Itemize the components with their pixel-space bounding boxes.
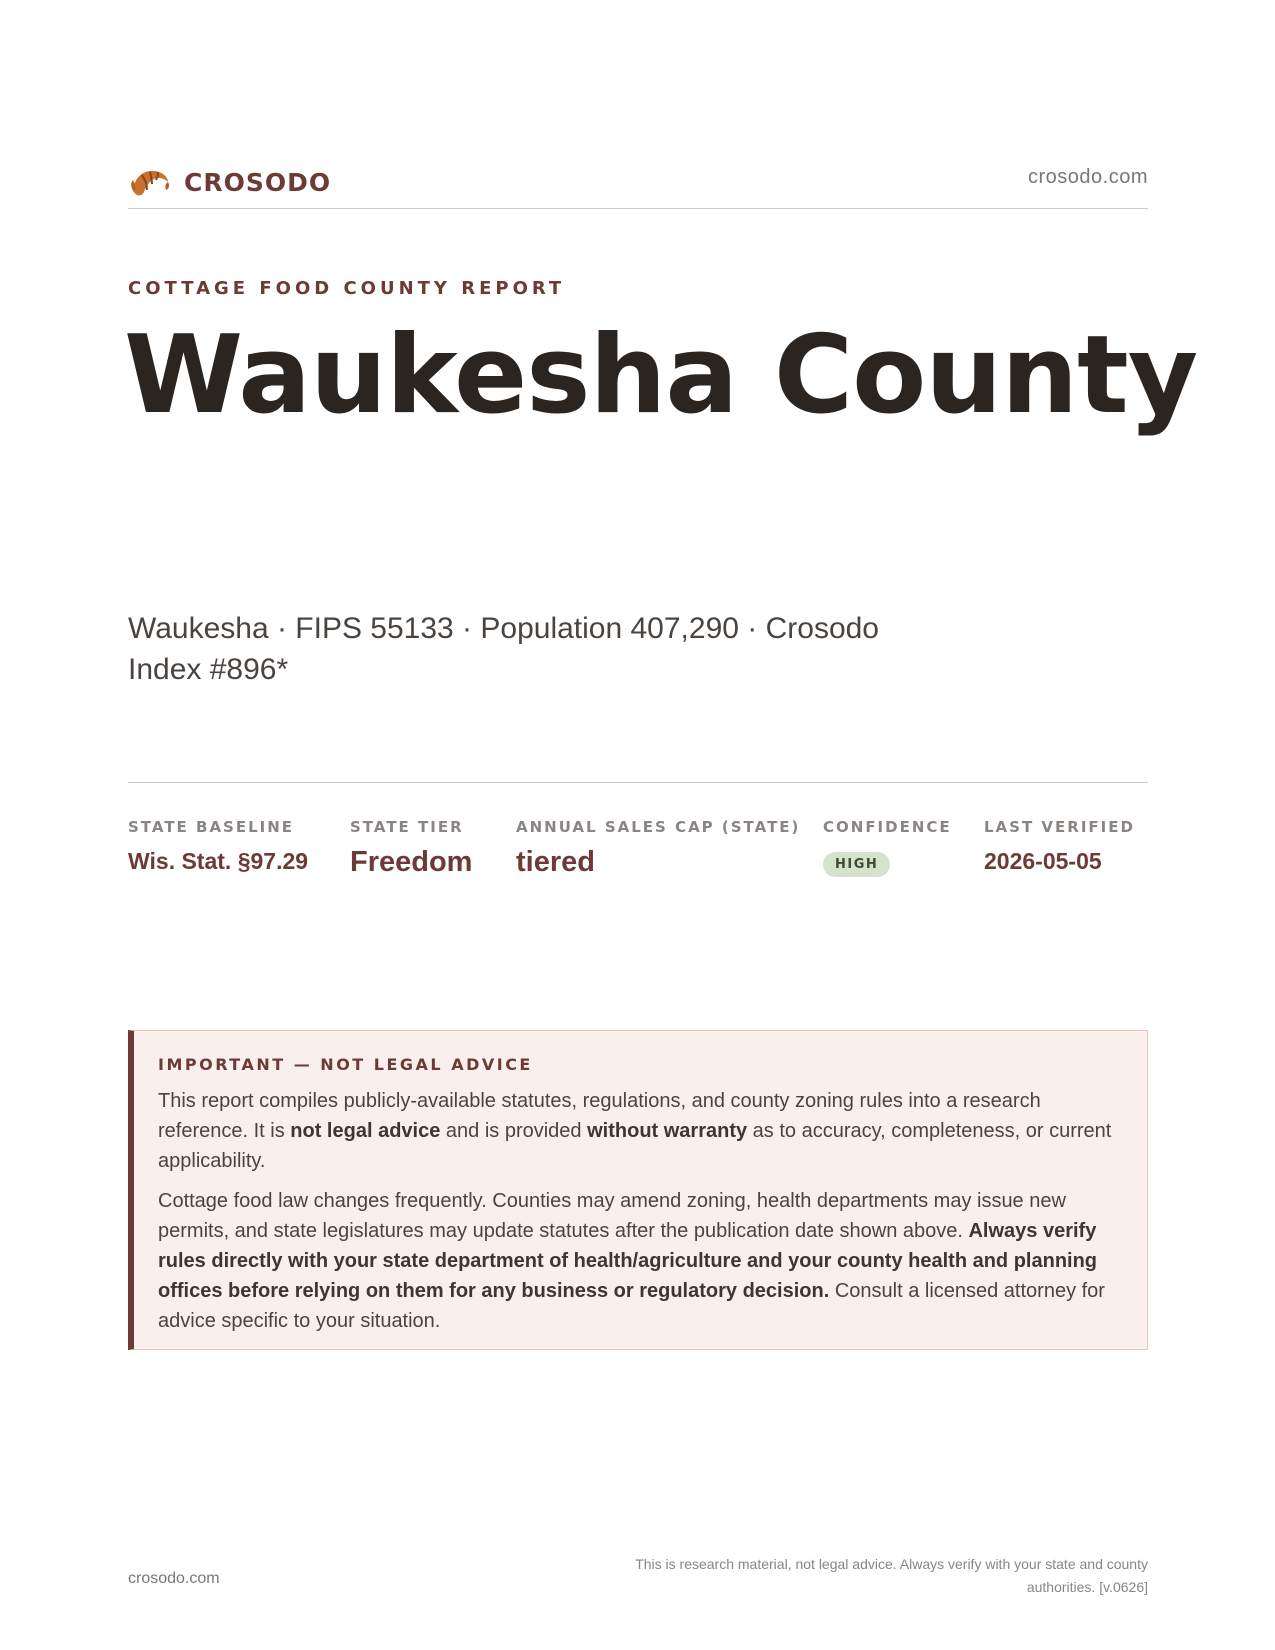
- text-span: This report compiles publicly-available statutes, regulations, and county zoning rules into a research reference. It is: [158, 1090, 1041, 1142]
- emphasis: not legal advice: [290, 1120, 441, 1142]
- text-span: Cottage food law changes frequently. Counties may amend zoning, health departments may issue new permits, and state legislatures may update statutes after the publication date shown above.: [158, 1190, 1066, 1242]
- footer-disclaimer: This is research material, not legal advice. Always verify with your state and county authorities. [v.0626]: [635, 1556, 1148, 1595]
- stat-confidence: [823, 818, 952, 877]
- stat-state-tier: [350, 818, 472, 879]
- stat-annual-sales-cap: [516, 818, 800, 879]
- page-title: Waukesha County: [124, 313, 1198, 438]
- text-span: and is provided: [440, 1120, 588, 1142]
- report-page: [124, 0, 1198, 1650]
- stat-value: Freedom: [350, 846, 473, 878]
- stat-label: CONFIDENCE: [823, 818, 952, 836]
- text-span: Consult a licensed attorney for advice specific to your situation.: [158, 1280, 1105, 1332]
- county-subtitle: Waukesha · FIPS 55133 · Population 407,290 · Crosodo Index #896*: [128, 612, 879, 686]
- emphasis: without warranty: [587, 1120, 748, 1142]
- notice-paragraph-1: [158, 1086, 1121, 1176]
- stat-label: STATE TIER: [350, 818, 464, 836]
- legal-notice: [128, 1030, 1148, 1350]
- brand[interactable]: [128, 162, 331, 202]
- stat-value: 2026-05-05: [984, 848, 1102, 874]
- stat-state-baseline: [128, 818, 308, 875]
- site-url-link[interactable]: crosodo.com: [1028, 166, 1148, 188]
- stat-label: ANNUAL SALES CAP (STATE): [516, 818, 801, 836]
- brand-name: CROSODO: [184, 167, 332, 197]
- stat-label: LAST VERIFIED: [984, 818, 1135, 836]
- report-eyebrow: COTTAGE FOOD COUNTY REPORT: [128, 278, 566, 299]
- footer-site-url[interactable]: crosodo.com: [128, 1570, 220, 1587]
- emphasis: Always verify rules directly with your state department of health/agriculture and your county health and planning offices before relying on them for any business or regulatory decision.: [158, 1220, 1098, 1302]
- notice-title: IMPORTANT — NOT LEGAL ADVICE: [158, 1055, 533, 1074]
- stat-last-verified: [984, 818, 1135, 875]
- croissant-icon: [128, 162, 172, 202]
- text-span: as to accuracy, completeness, or current applicability.: [158, 1120, 1112, 1172]
- confidence-badge: HIGH: [823, 852, 890, 877]
- section-divider: [128, 782, 1148, 783]
- page-header: [128, 158, 1148, 209]
- stats-row: [128, 818, 1148, 898]
- notice-paragraph-2: [158, 1186, 1121, 1336]
- stat-label: STATE BASELINE: [128, 818, 295, 836]
- stat-value: tiered: [516, 846, 595, 878]
- stat-value: Wis. Stat. §97.29: [128, 848, 309, 874]
